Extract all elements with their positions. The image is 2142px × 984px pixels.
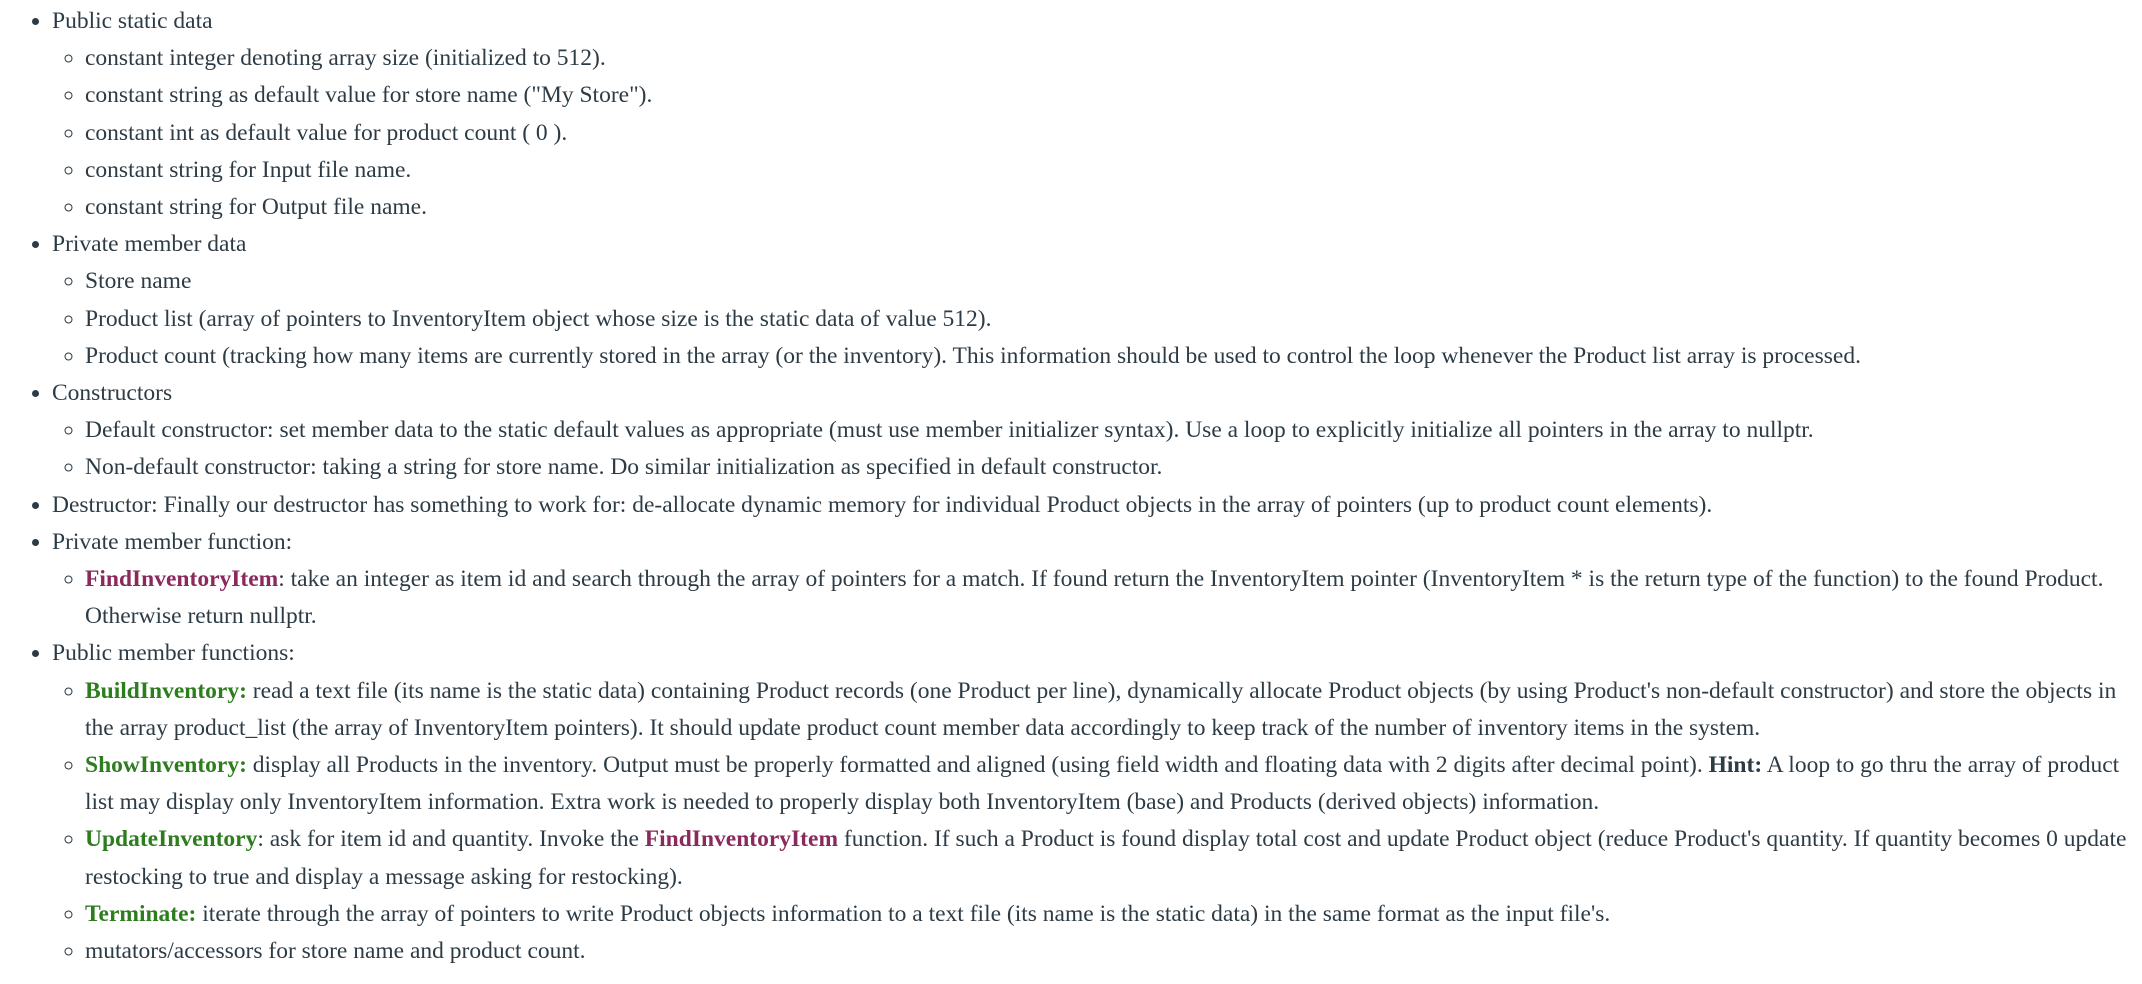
terminate-text: iterate through the array of pointers to write Product objects information to a text file (its name is the static data) in the same format as the input file's. <box>196 900 1611 927</box>
list-item: ◦ constant integer denoting array size (initialized to 512). <box>85 40 2140 77</box>
update-inventory-name: UpdateInventory <box>85 826 258 853</box>
list-item-build-inventory <box>85 673 2140 747</box>
list-item-private-data <box>52 226 2142 375</box>
update-inventory-text-before: : ask for item id and quantity. Invoke the <box>257 826 645 853</box>
find-inventory-item-ref: FindInventoryItem <box>644 826 839 853</box>
private-data-heading: Private member data <box>52 231 247 258</box>
list-item: ◦ Product count (tracking how many items are currently stored in the array (or the inventory). This information should be used to control the loop whenever the Product list array is processed. <box>85 338 2140 375</box>
list-item-public-functions <box>52 635 2142 970</box>
list-item-destructor <box>52 487 2142 524</box>
destructor-text: Destructor: Finally our destructor has something to work for: de-allocate dynamic memory for individual Product objects in the array of pointers (up to product count elements). <box>52 491 1713 518</box>
list-item-mutators: ◦ mutators/accessors for store name and product count. <box>85 933 2140 970</box>
list-item-private-function <box>52 524 2142 636</box>
list-item: ◦ Default constructor: set member data to the static default values as appropriate (must use member initializer syntax). Use a loop to explicitly initialize all pointers in the array to nullptr. <box>85 412 2140 449</box>
constructors-list <box>52 412 2140 486</box>
private-function-heading: Private member function: <box>52 528 293 555</box>
find-inventory-item-name: FindInventoryItem <box>85 566 279 593</box>
public-static-list <box>52 40 2140 226</box>
public-functions-list <box>52 673 2140 971</box>
list-item-public-static <box>52 3 2142 226</box>
public-functions-heading: Public member functions: <box>52 640 295 667</box>
list-item-constructors <box>52 375 2142 487</box>
list-item: ◦ constant string for Input file name. <box>85 152 2140 189</box>
list-item: ◦ Non-default constructor: taking a string for store name. Do similar initialization as specified in default constructor. <box>85 449 2140 486</box>
public-static-heading: Public static data <box>52 8 213 34</box>
list-item: ◦ Product list (array of pointers to InventoryItem object whose size is the static data of value 512). <box>85 301 2140 338</box>
terminate-name: Terminate: <box>85 900 197 927</box>
list-item: ◦ Store name <box>85 263 2140 300</box>
list-item-find-inventory-item <box>85 561 2140 635</box>
spec-list <box>0 3 2142 970</box>
list-item: ◦ constant string for Output file name. <box>85 189 2140 226</box>
list-item-update-inventory <box>85 821 2140 895</box>
update-inventory-text-after: function. If such a Product is found display total cost and update Product object (reduce Product's quantity. If quantity becomes 0 update restocking to true and display a message asking for restocking). <box>85 826 2127 890</box>
constructors-heading: Constructors <box>52 380 173 407</box>
document-body <box>0 3 2142 970</box>
build-inventory-name: BuildInventory: <box>85 677 247 704</box>
show-inventory-name: ShowInventory: <box>85 752 247 779</box>
list-item: ◦ constant string as default value for store name ("My Store"). <box>85 77 2140 114</box>
hint-text: A loop to go thru the array of product list may display only InventoryItem information. Extra work is needed to properly display both InventoryItem (base) and Products (derived objects) information. <box>85 752 2120 816</box>
private-data-list <box>52 263 2140 375</box>
build-inventory-text: read a text file (its name is the static data) containing Product records (one Product per line), dynamically allocate Product objects (by using Product's non-default constructor) and store the objects in the array product_list (the array of InventoryItem pointers). It should update product count member data accordingly to keep track of the number of inventory items in the system. <box>85 677 2117 741</box>
list-item-show-inventory <box>85 747 2140 821</box>
private-function-list <box>52 561 2140 635</box>
list-item: ◦ constant int as default value for product count ( 0 ). <box>85 115 2140 152</box>
hint-label: Hint: <box>1708 752 1763 779</box>
show-inventory-text: display all Products in the inventory. Output must be properly formatted and aligned (using field width and floating data with 2 digits after decimal point). <box>246 752 1709 779</box>
find-inventory-item-text: : take an integer as item id and search through the array of pointers for a match. If found return the InventoryItem pointer (InventoryItem * is the return type of the function) to the found Product. Otherwise return nullptr. <box>85 566 2104 630</box>
list-item-terminate <box>85 896 2140 933</box>
